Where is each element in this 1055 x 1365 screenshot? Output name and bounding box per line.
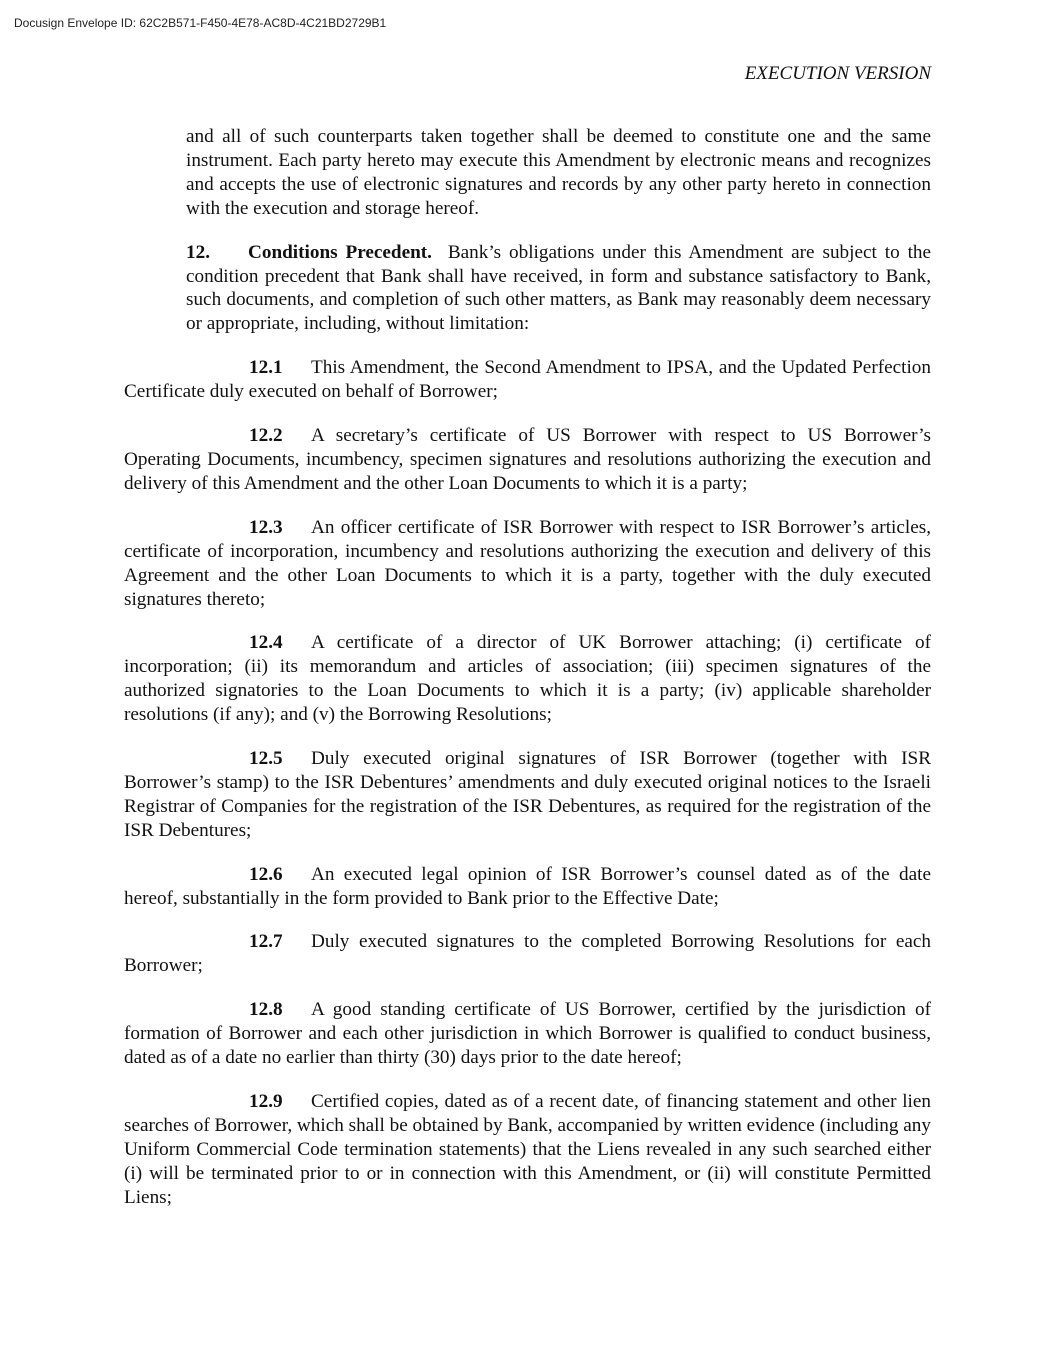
item-text: Certified copies, dated as of a recent date, of financing statement and other lien searches of Borrower, which shall be obtained by Bank, accompanied by written evidence (including any Uniform Commercial Code termination statements) that the Liens revealed in any such searched either (i) will be terminated prior to or in connection with this Amendment, or (ii) will constitute Permitted Liens; xyxy=(124,1091,931,1208)
document-body xyxy=(124,125,931,1230)
item-number: 12.9 xyxy=(249,1091,283,1112)
item-number: 12.7 xyxy=(249,931,283,953)
list-item xyxy=(124,747,931,843)
item-text: This Amendment, the Second Amendment to IPSA, and the Updated Perfection Certificate duly executed on behalf of Borrower; xyxy=(124,357,931,403)
item-number: 12.5 xyxy=(249,748,283,770)
list-item xyxy=(124,998,931,1070)
item-text: Duly executed signatures to the completed Borrowing Resolutions for each Borrower; xyxy=(124,931,931,977)
item-text: Duly executed original signatures of ISR Borrower (together with ISR Borrower’s stamp) to the ISR Debentures’ amendments and duly executed original notices to the Israeli Registrar of Companies for the registration of the ISR Debentures, as required for the registration of the ISR Debentures; xyxy=(124,748,931,841)
item-number: 12.4 xyxy=(249,632,283,654)
section-number: 12. xyxy=(186,241,210,263)
list-item xyxy=(124,516,931,612)
item-text: A secretary’s certificate of US Borrower with respect to US Borrower’s Operating Documents, incumbency, specimen signatures and resolutions authorizing the execution and delivery of this Amendment and the other Loan Documents to which it is a party; xyxy=(124,425,931,494)
list-item xyxy=(124,424,931,496)
counterparts-paragraph: and all of such counterparts taken together shall be deemed to constitute one and the same instrument. Each party hereto may execute this Amendment by electronic means and recognizes and accepts the use of electronic signatures and records by any other party hereto in connection with the execution and storage hereof. xyxy=(186,126,931,219)
item-text: A certificate of a director of UK Borrower attaching; (i) certificate of incorporation; (ii) its memorandum and articles of association; (iii) specimen signatures of the authorized signatories to the Loan Documents to which it is a party; (iv) applicable shareholder resolutions (if any); and (v) the Borrowing Resolutions; xyxy=(124,632,931,726)
section-12-conditions-precedent xyxy=(186,241,931,337)
item-number: 12.3 xyxy=(249,516,283,538)
item-number: 12.8 xyxy=(249,999,283,1021)
list-item xyxy=(124,930,931,978)
item-number: 12.1 xyxy=(249,357,283,379)
section-title: Conditions Precedent. xyxy=(248,241,432,263)
list-item xyxy=(124,1090,931,1210)
section-text: Bank’s obligations under this Amendment are subject to the condition precedent that Bank shall have received, in form and substance satisfactory to Bank, such documents, and completion of such other matters, as Bank may reasonably deem necessary or appropriate, including, without limitation: xyxy=(186,241,932,335)
item-number: 12.2 xyxy=(249,425,283,447)
list-item xyxy=(124,356,931,404)
item-text: An officer certificate of ISR Borrower with respect to ISR Borrower’s articles, certificate of incorporation, incumbency and resolutions authorizing the execution and delivery of this Agreement and the other Loan Documents to which it is a party, together with the duly executed signatures thereto; xyxy=(124,516,931,610)
docusign-envelope-id: Docusign Envelope ID: 62C2B571-F450-4E78-AC8D-4C21BD2729B1 xyxy=(14,16,387,30)
item-text: A good standing certificate of US Borrower, certified by the jurisdiction of formation of Borrower and each other jurisdiction in which Borrower is qualified to conduct business, dated as of a date no earlier than thirty (30) days prior to the date hereof; xyxy=(124,999,931,1069)
list-item xyxy=(124,631,931,727)
list-item xyxy=(124,863,931,911)
item-text: An executed legal opinion of ISR Borrower’s counsel dated as of the date hereof, substantially in the form provided to Bank prior to the Effective Date; xyxy=(124,863,931,909)
execution-version-label: EXECUTION VERSION xyxy=(744,63,931,84)
item-number: 12.6 xyxy=(249,863,283,885)
